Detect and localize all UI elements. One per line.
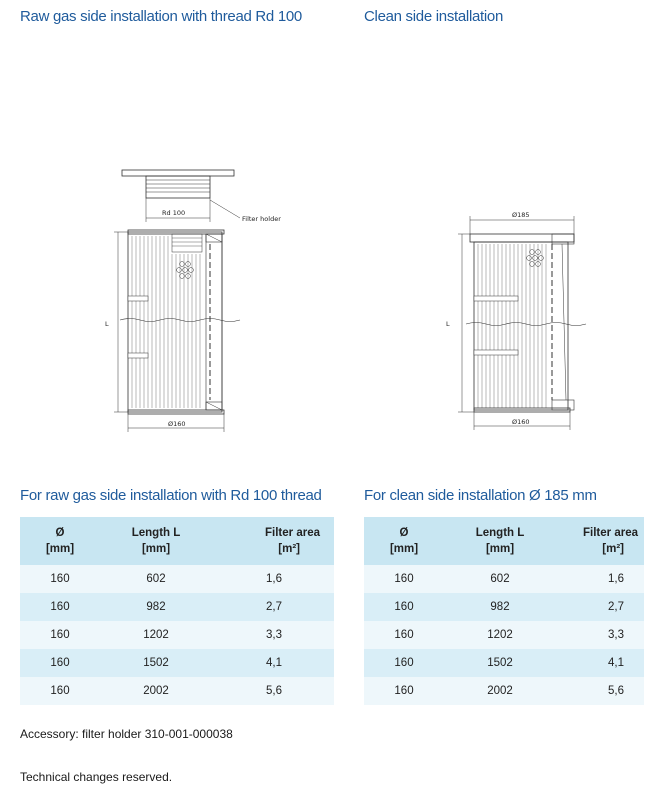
- clean-diameter185-label: Ø185: [512, 211, 530, 219]
- table-row: 160 982 2,7: [364, 593, 644, 621]
- filter-holder-shape: [122, 170, 234, 198]
- rd100-label: Rd 100: [162, 209, 186, 217]
- accessory-note: Accessory: filter holder 310-001-000038: [20, 727, 233, 741]
- clean-side-spec-table: [364, 517, 644, 705]
- raw-filter-body: [120, 230, 240, 414]
- technical-changes-note: Technical changes reserved.: [20, 770, 173, 784]
- clean-drawing-heading: Clean side installation: [364, 8, 504, 25]
- table-row: 160 982 2,7: [20, 593, 334, 621]
- clean-side-filter-drawing: [440, 200, 590, 440]
- clean-filter-body: [466, 234, 586, 412]
- table-header-row: [364, 517, 644, 565]
- table-row: 160 1202 3,3: [364, 621, 644, 649]
- col-area-header: Filter area [m²]: [556, 517, 644, 565]
- table-row: 160 1502 4,1: [364, 649, 644, 677]
- table-row: 160 602 1,6: [20, 565, 334, 593]
- raw-gas-filter-svg: [100, 160, 300, 440]
- col-length-header: Length L [mm]: [100, 517, 212, 565]
- col-diameter-header: Ø [mm]: [20, 517, 100, 565]
- col-length-header: Length L [mm]: [444, 517, 556, 565]
- raw-length-label: L: [105, 320, 109, 328]
- table-row: 160 602 1,6: [364, 565, 644, 593]
- table-row: 160 2002 5,6: [20, 677, 334, 705]
- raw-diameter-label: Ø160: [168, 420, 186, 428]
- col-area-header: Filter area [m²]: [212, 517, 334, 565]
- table-header-row: [20, 517, 334, 565]
- clean-table-heading: For clean side installation Ø 185 mm: [364, 487, 597, 504]
- clean-length-label: L: [446, 320, 450, 328]
- raw-table-heading: For raw gas side installation with Rd 100 thread: [20, 487, 322, 504]
- raw-gas-filter-drawing: [100, 160, 300, 440]
- col-diameter-header: Ø [mm]: [364, 517, 444, 565]
- table-row: 160 1202 3,3: [20, 621, 334, 649]
- filter-holder-label: Filter holder: [242, 215, 281, 223]
- raw-length-dimension: [114, 232, 128, 412]
- table-row: 160 2002 5,6: [364, 677, 644, 705]
- raw-drawing-heading: Raw gas side installation with thread Rd 100: [20, 8, 302, 25]
- clean-side-filter-svg: [440, 200, 590, 440]
- table-row: 160 1502 4,1: [20, 649, 334, 677]
- raw-gas-spec-table: [20, 517, 334, 705]
- clean-diameter160-label: Ø160: [512, 418, 530, 426]
